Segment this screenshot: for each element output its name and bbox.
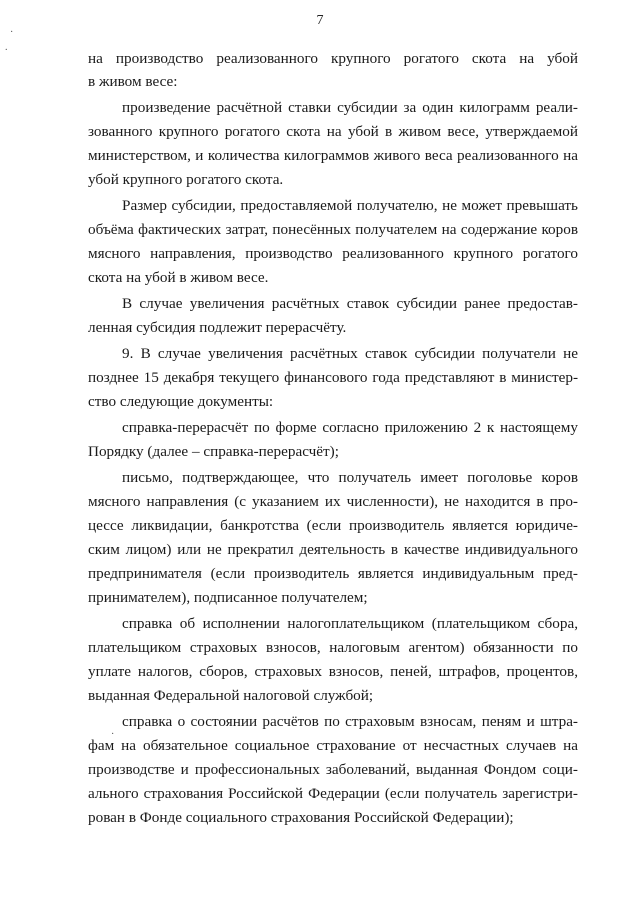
text-line: производстве и профессиональных заболеваний, выданная Фондом соци- [88,761,578,778]
text-line: фам на обязательное социальное страхование от несчастных случаев на [88,737,578,754]
text-line: выданная Федеральной налоговой службой; [88,687,374,704]
text-line: 9. В случае увеличения расчётных ставок субсидии получатели не [122,345,578,362]
scan-mark: . [5,42,8,53]
text-line: ального страхования Российской Федерации (если получатель зарегистри- [88,785,578,802]
text-line: справка о состоянии расчётов по страховым взносам, пеням и штра- [122,713,578,730]
text-line: ленная субсидия подлежит перерасчёту. [88,319,347,336]
text-line: зованного крупного рогатого скота на убой в живом весе, утверждаемой [88,123,578,140]
text-line: министерством, и количества килограммов живого веса реализованного на [88,147,578,164]
text-line: предпринимателя (если производитель является индивидуальным пред- [88,565,578,582]
text-line: Размер субсидии, предоставляемой получателю, не может превышать [122,197,578,214]
page-number: 7 [316,13,324,28]
text-line: позднее 15 декабря текущего финансового года представляют в министер- [88,369,578,386]
text-line: принимателем), подписанное получателем; [88,589,368,606]
text-line: В случае увеличения расчётных ставок субсидии ранее предостав- [122,295,578,312]
text-line: уплате налогов, сборов, страховых взносов, пеней, штрафов, процентов, [88,663,578,680]
text-line: справка-перерасчёт по форме согласно приложению 2 к настоящему [122,419,578,436]
text-line: мясного направления, производство реализованного крупного рогатого [88,245,578,262]
text-line: мясного направления (с указанием их численности), не находится в про- [88,493,578,510]
text-line: Порядку (далее – справка-перерасчёт); [88,443,339,460]
text-line: убой крупного рогатого скота. [88,171,284,188]
text-line: ство следующие документы: [88,393,274,410]
text-line: на производство реализованного крупного рогатого скота на убой [88,50,578,67]
scan-mark: · [10,27,14,38]
text-line: ским лицом) или не прекратил деятельность в качестве индивидуального [88,541,578,558]
text-line: в живом весе: [88,73,178,90]
text-line: скота на убой в живом весе. [88,269,269,286]
text-line: цессе ликвидации, банкротства (если производитель является юридиче- [88,517,578,534]
text-line: произведение расчётной ставки субсидии за один килограмм реали- [122,99,578,116]
text-line: объёма фактических затрат, понесённых получателем на содержание коров [88,221,578,238]
text-line: справка об исполнении налогоплательщиком (плательщиком сбора, [122,615,578,632]
text-line: плательщиком страховых взносов, налоговым агентом) обязанности по [88,639,578,656]
text-line: письмо, подтверждающее, что получатель имеет поголовье коров [122,469,578,486]
scan-mark: · [111,729,115,740]
text-line: рован в Фонде социального страхования Российской Федерации); [88,809,514,826]
